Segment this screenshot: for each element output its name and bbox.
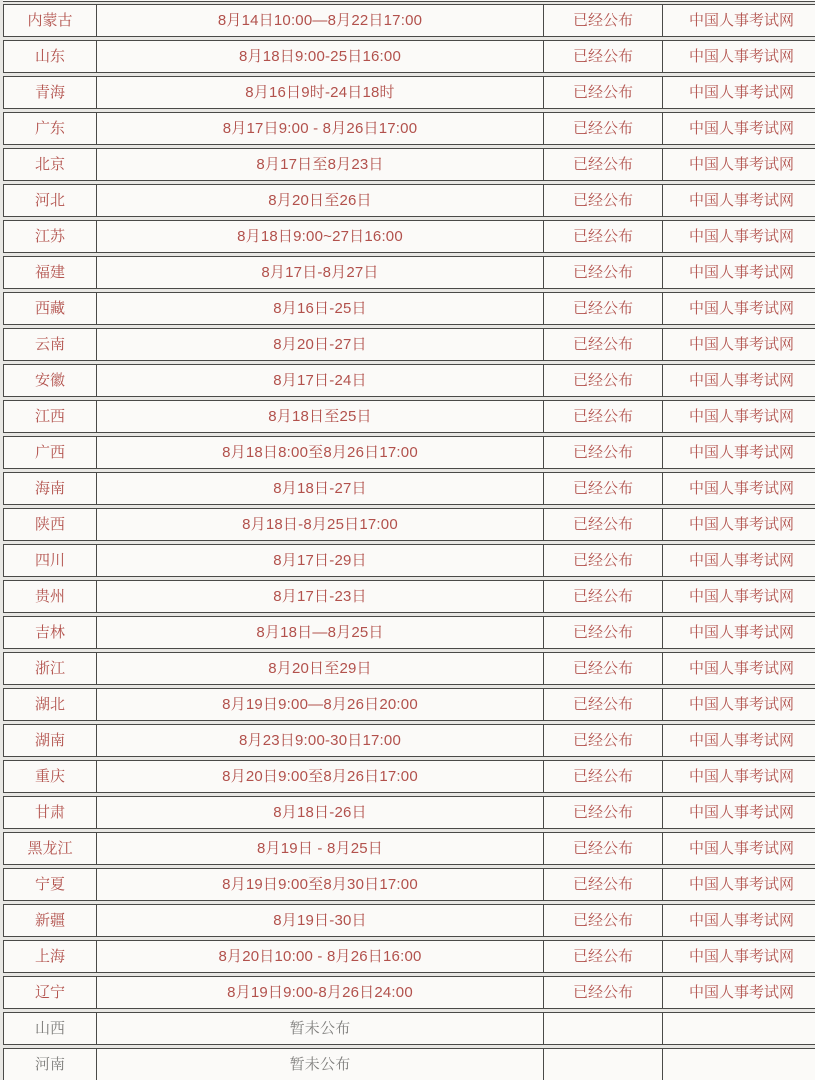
table-row <box>3 184 815 217</box>
publish-status-cell: 已经公布 <box>544 653 663 684</box>
publish-status-cell <box>544 1013 663 1044</box>
publish-status-cell <box>544 1049 663 1080</box>
region-cell: 海南 <box>4 473 97 504</box>
registration-time-cell: 8月19日-30日 <box>97 905 544 936</box>
publish-status-cell: 已经公布 <box>544 329 663 360</box>
registration-time-cell: 8月18日—8月25日 <box>97 617 544 648</box>
registration-site-cell: 中国人事考试网 <box>688 912 794 929</box>
registration-site-cell: 中国人事考试网 <box>688 408 794 425</box>
registration-site-cell: 中国人事考试网 <box>688 984 794 1001</box>
region-cell: 广东 <box>4 113 97 144</box>
table-row <box>3 904 815 937</box>
registration-site-cell: 中国人事考试网 <box>688 12 794 29</box>
registration-time-cell: 暂未公布 <box>97 1013 544 1044</box>
publish-status-cell: 已经公布 <box>544 761 663 792</box>
publish-status-cell: 已经公布 <box>544 365 663 396</box>
publish-status-cell: 已经公布 <box>544 581 663 612</box>
table-row <box>3 112 815 145</box>
region-cell: 西藏 <box>4 293 97 324</box>
registration-site-cell: 中国人事考试网 <box>688 48 794 65</box>
table-row <box>3 724 815 757</box>
publish-status-cell: 已经公布 <box>544 833 663 864</box>
publish-status-cell: 已经公布 <box>544 41 663 72</box>
table-row <box>3 976 815 1009</box>
region-cell: 湖南 <box>4 725 97 756</box>
table-row <box>3 868 815 901</box>
region-cell: 浙江 <box>4 653 97 684</box>
publish-status-cell: 已经公布 <box>544 473 663 504</box>
publish-status-cell: 已经公布 <box>544 797 663 828</box>
publish-status-cell: 已经公布 <box>544 257 663 288</box>
region-cell: 四川 <box>4 545 97 576</box>
region-cell: 江西 <box>4 401 97 432</box>
registration-time-cell: 8月17日-24日 <box>97 365 544 396</box>
table-row <box>3 688 815 721</box>
table-row <box>3 544 815 577</box>
table-row <box>3 76 815 109</box>
region-cell: 辽宁 <box>4 977 97 1008</box>
publish-status-cell: 已经公布 <box>544 869 663 900</box>
registration-time-cell: 暂未公布 <box>97 1049 544 1080</box>
publish-status-cell: 已经公布 <box>544 77 663 108</box>
publish-status-cell: 已经公布 <box>544 509 663 540</box>
table-row <box>3 148 815 181</box>
region-cell: 河南 <box>4 1049 97 1080</box>
registration-time-cell: 8月14日10:00—8月22日17:00 <box>97 5 544 36</box>
registration-site-cell: 中国人事考试网 <box>688 516 794 533</box>
publish-status-cell: 已经公布 <box>544 941 663 972</box>
region-cell: 山东 <box>4 41 97 72</box>
registration-site-cell: 中国人事考试网 <box>688 696 794 713</box>
registration-time-cell: 8月20日10:00 - 8月26日16:00 <box>97 941 544 972</box>
table-row <box>3 616 815 649</box>
region-cell: 湖北 <box>4 689 97 720</box>
registration-time-cell: 8月19日9:00-8月26日24:00 <box>97 977 544 1008</box>
publish-status-cell: 已经公布 <box>544 905 663 936</box>
registration-time-cell: 8月17日-8月27日 <box>97 257 544 288</box>
registration-site-cell: 中国人事考试网 <box>688 660 794 677</box>
registration-time-cell: 8月17日至8月23日 <box>97 149 544 180</box>
publish-status-cell: 已经公布 <box>544 5 663 36</box>
region-cell: 广西 <box>4 437 97 468</box>
registration-site-cell: 中国人事考试网 <box>688 876 794 893</box>
table-row <box>3 1012 815 1045</box>
registration-site-cell: 中国人事考试网 <box>688 768 794 785</box>
registration-time-cell: 8月19日9:00—8月26日20:00 <box>97 689 544 720</box>
publish-status-cell: 已经公布 <box>544 185 663 216</box>
region-cell: 河北 <box>4 185 97 216</box>
registration-site-cell: 中国人事考试网 <box>688 156 794 173</box>
table-body <box>0 4 815 1080</box>
registration-site-cell: 中国人事考试网 <box>688 552 794 569</box>
registration-site-cell: 中国人事考试网 <box>688 192 794 209</box>
publish-status-cell: 已经公布 <box>544 149 663 180</box>
table-row <box>3 472 815 505</box>
registration-time-cell: 8月18日-27日 <box>97 473 544 504</box>
region-cell: 福建 <box>4 257 97 288</box>
publish-status-cell: 已经公布 <box>544 545 663 576</box>
registration-time-cell: 8月20日至29日 <box>97 653 544 684</box>
publish-status-cell: 已经公布 <box>544 437 663 468</box>
registration-site-cell <box>663 1049 815 1080</box>
table-row <box>3 796 815 829</box>
registration-time-cell: 8月20日9:00至8月26日17:00 <box>97 761 544 792</box>
registration-site-cell: 中国人事考试网 <box>688 480 794 497</box>
table-row <box>3 940 815 973</box>
region-cell: 重庆 <box>4 761 97 792</box>
table-row <box>3 1048 815 1080</box>
region-cell: 黑龙江 <box>4 833 97 864</box>
region-cell: 青海 <box>4 77 97 108</box>
registration-time-cell: 8月18日-8月25日17:00 <box>97 509 544 540</box>
registration-time-cell: 8月16日9时-24日18时 <box>97 77 544 108</box>
registration-site-cell: 中国人事考试网 <box>688 840 794 857</box>
registration-site-cell: 中国人事考试网 <box>688 588 794 605</box>
region-cell: 宁夏 <box>4 869 97 900</box>
table-row <box>3 256 815 289</box>
registration-time-cell: 8月18日9:00-25日16:00 <box>97 41 544 72</box>
table-row <box>3 508 815 541</box>
table-row <box>3 292 815 325</box>
table-row <box>3 400 815 433</box>
registration-time-cell: 8月19日9:00至8月30日17:00 <box>97 869 544 900</box>
registration-time-cell: 8月17日-29日 <box>97 545 544 576</box>
table-row <box>3 580 815 613</box>
region-cell: 甘肃 <box>4 797 97 828</box>
registration-time-cell: 8月17日-23日 <box>97 581 544 612</box>
registration-site-cell: 中国人事考试网 <box>688 84 794 101</box>
registration-site-cell: 中国人事考试网 <box>688 948 794 965</box>
registration-time-cell: 8月18日至25日 <box>97 401 544 432</box>
registration-site-cell: 中国人事考试网 <box>688 228 794 245</box>
registration-site-cell: 中国人事考试网 <box>688 372 794 389</box>
region-cell: 上海 <box>4 941 97 972</box>
table-row <box>3 832 815 865</box>
registration-site-cell: 中国人事考试网 <box>688 264 794 281</box>
region-cell: 新疆 <box>4 905 97 936</box>
region-cell: 内蒙古 <box>4 5 97 36</box>
region-cell: 江苏 <box>4 221 97 252</box>
table-row <box>3 760 815 793</box>
publish-status-cell: 已经公布 <box>544 401 663 432</box>
registration-time-cell: 8月16日-25日 <box>97 293 544 324</box>
registration-time-cell: 8月23日9:00-30日17:00 <box>97 725 544 756</box>
registration-time-cell: 8月19日 - 8月25日 <box>97 833 544 864</box>
registration-site-cell: 中国人事考试网 <box>688 624 794 641</box>
registration-time-cell: 8月17日9:00 - 8月26日17:00 <box>97 113 544 144</box>
registration-time-cell: 8月20日-27日 <box>97 329 544 360</box>
region-cell: 陕西 <box>4 509 97 540</box>
table-row <box>3 220 815 253</box>
registration-site-cell <box>663 1013 815 1044</box>
region-cell: 安徽 <box>4 365 97 396</box>
registration-site-cell: 中国人事考试网 <box>688 336 794 353</box>
publish-status-cell: 已经公布 <box>544 113 663 144</box>
registration-site-cell: 中国人事考试网 <box>688 732 794 749</box>
registration-time-cell: 8月18日-26日 <box>97 797 544 828</box>
table-row <box>3 364 815 397</box>
table-row <box>3 4 815 37</box>
registration-site-cell: 中国人事考试网 <box>688 300 794 317</box>
publish-status-cell: 已经公布 <box>544 725 663 756</box>
registration-time-cell: 8月18日9:00~27日16:00 <box>97 221 544 252</box>
table-row <box>3 40 815 73</box>
table-row <box>3 436 815 469</box>
region-cell: 贵州 <box>4 581 97 612</box>
table-row <box>3 652 815 685</box>
region-cell: 北京 <box>4 149 97 180</box>
region-cell: 吉林 <box>4 617 97 648</box>
registration-site-cell: 中国人事考试网 <box>688 444 794 461</box>
publish-status-cell: 已经公布 <box>544 617 663 648</box>
registration-site-cell: 中国人事考试网 <box>688 120 794 137</box>
publish-status-cell: 已经公布 <box>544 689 663 720</box>
publish-status-cell: 已经公布 <box>544 221 663 252</box>
region-cell: 云南 <box>4 329 97 360</box>
registration-time-cell: 8月18日8:00至8月26日17:00 <box>97 437 544 468</box>
publish-status-cell: 已经公布 <box>544 977 663 1008</box>
registration-time-cell: 8月20日至26日 <box>97 185 544 216</box>
publish-status-cell: 已经公布 <box>544 293 663 324</box>
region-cell: 山西 <box>4 1013 97 1044</box>
clipped-previous-row <box>3 0 815 2</box>
table-row <box>3 328 815 361</box>
registration-site-cell: 中国人事考试网 <box>688 804 794 821</box>
